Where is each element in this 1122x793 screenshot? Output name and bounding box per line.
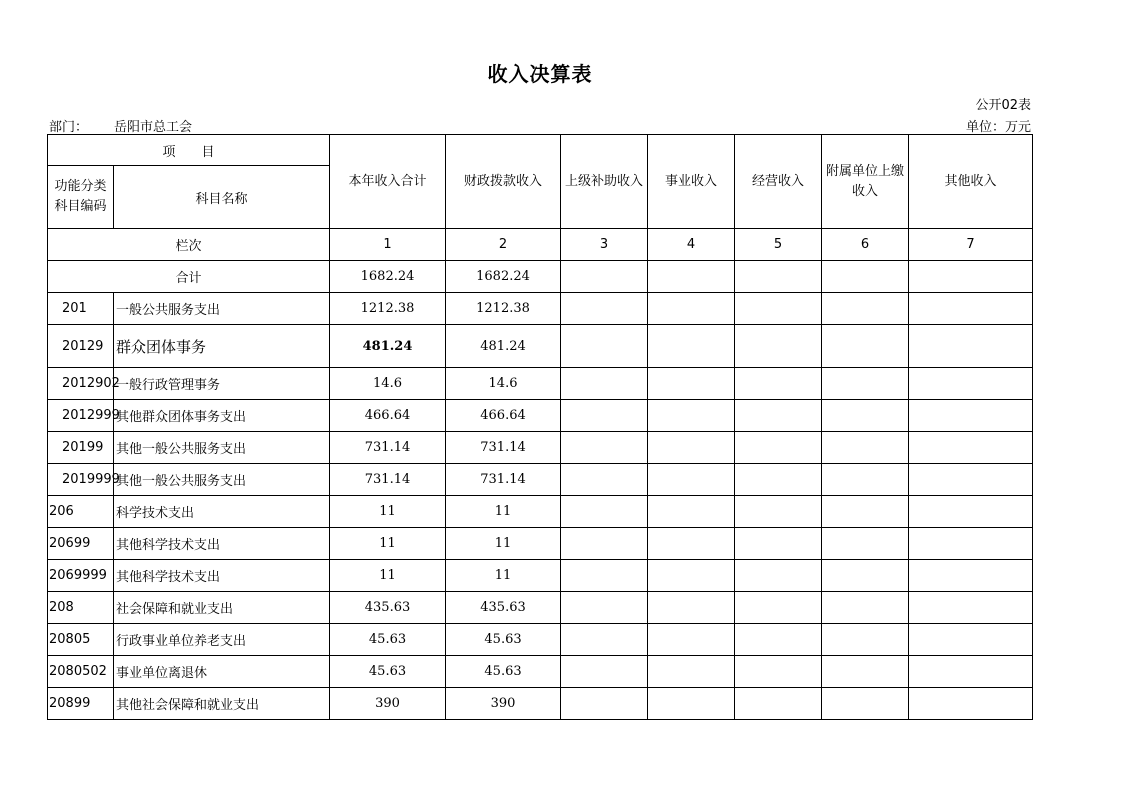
table-row bbox=[48, 656, 1033, 688]
index-cell: 6 bbox=[822, 229, 909, 261]
row-value: 435.63 bbox=[330, 592, 446, 624]
row-value bbox=[735, 528, 822, 560]
row-value bbox=[909, 432, 1033, 464]
row-value bbox=[561, 656, 648, 688]
row-value bbox=[648, 293, 735, 325]
row-value bbox=[561, 528, 648, 560]
code-col-header: 功能分类科目编码 bbox=[48, 166, 114, 229]
index-cell: 5 bbox=[735, 229, 822, 261]
row-value bbox=[648, 464, 735, 496]
row-value bbox=[735, 688, 822, 720]
row-name: 科学技术支出 bbox=[114, 496, 330, 528]
row-value bbox=[735, 325, 822, 368]
row-value bbox=[735, 496, 822, 528]
row-code: 206 bbox=[48, 496, 114, 528]
row-value bbox=[561, 293, 648, 325]
index-row-label: 栏次 bbox=[48, 229, 330, 261]
col-header-3: 上级补助收入 bbox=[561, 135, 648, 229]
table-row bbox=[48, 400, 1033, 432]
col-header-1: 本年收入合计 bbox=[330, 135, 446, 229]
row-value bbox=[909, 368, 1033, 400]
table-row bbox=[48, 464, 1033, 496]
row-value bbox=[822, 464, 909, 496]
index-cell: 3 bbox=[561, 229, 648, 261]
row-name: 群众团体事务 bbox=[114, 325, 330, 368]
row-code: 201 bbox=[48, 293, 114, 325]
row-value bbox=[909, 325, 1033, 368]
row-name: 行政事业单位养老支出 bbox=[114, 624, 330, 656]
row-value: 481.24 bbox=[446, 325, 561, 368]
row-code: 208 bbox=[48, 592, 114, 624]
row-value bbox=[822, 325, 909, 368]
row-value: 45.63 bbox=[330, 656, 446, 688]
row-code: 20899 bbox=[48, 688, 114, 720]
row-value: 390 bbox=[446, 688, 561, 720]
row-value: 390 bbox=[330, 688, 446, 720]
unit-label: 单位：万元 bbox=[965, 120, 1031, 135]
row-value bbox=[735, 560, 822, 592]
row-value bbox=[909, 560, 1033, 592]
table-row bbox=[48, 592, 1033, 624]
row-value bbox=[648, 624, 735, 656]
row-value: 481.24 bbox=[330, 325, 446, 368]
row-value bbox=[648, 368, 735, 400]
total-value bbox=[822, 261, 909, 293]
total-value bbox=[909, 261, 1033, 293]
total-value bbox=[561, 261, 648, 293]
row-value bbox=[561, 496, 648, 528]
row-value bbox=[648, 400, 735, 432]
row-value bbox=[648, 528, 735, 560]
row-value bbox=[561, 560, 648, 592]
row-value bbox=[648, 325, 735, 368]
row-value bbox=[561, 624, 648, 656]
row-value bbox=[648, 496, 735, 528]
table-row bbox=[48, 368, 1033, 400]
row-value bbox=[735, 432, 822, 464]
row-value bbox=[909, 464, 1033, 496]
row-value: 45.63 bbox=[446, 656, 561, 688]
row-value: 731.14 bbox=[330, 464, 446, 496]
total-value bbox=[648, 261, 735, 293]
row-name: 其他社会保障和就业支出 bbox=[114, 688, 330, 720]
row-value bbox=[735, 624, 822, 656]
row-code: 2080502 bbox=[48, 656, 114, 688]
row-code: 20699 bbox=[48, 528, 114, 560]
department-info bbox=[49, 116, 192, 135]
index-cell: 2 bbox=[446, 229, 561, 261]
row-value: 1212.38 bbox=[330, 293, 446, 325]
row-value bbox=[735, 400, 822, 432]
row-name: 其他一般公共服务支出 bbox=[114, 464, 330, 496]
row-name: 其他群众团体事务支出 bbox=[114, 400, 330, 432]
row-value bbox=[822, 656, 909, 688]
row-value: 466.64 bbox=[330, 400, 446, 432]
row-value bbox=[735, 368, 822, 400]
row-value bbox=[909, 293, 1033, 325]
table-row bbox=[48, 496, 1033, 528]
row-value bbox=[822, 560, 909, 592]
total-row-label: 合计 bbox=[48, 261, 330, 293]
row-name: 其他一般公共服务支出 bbox=[114, 432, 330, 464]
row-value bbox=[822, 293, 909, 325]
row-value bbox=[909, 400, 1033, 432]
table-row bbox=[48, 293, 1033, 325]
col-header-4: 事业收入 bbox=[648, 135, 735, 229]
row-name: 社会保障和就业支出 bbox=[114, 592, 330, 624]
index-cell: 7 bbox=[909, 229, 1033, 261]
row-value bbox=[735, 464, 822, 496]
table-row bbox=[48, 688, 1033, 720]
row-value: 14.6 bbox=[330, 368, 446, 400]
row-code: 2012902 bbox=[48, 368, 114, 400]
row-value: 45.63 bbox=[446, 624, 561, 656]
row-code: 20805 bbox=[48, 624, 114, 656]
row-value bbox=[909, 496, 1033, 528]
row-value: 11 bbox=[446, 560, 561, 592]
row-value bbox=[909, 528, 1033, 560]
row-value: 435.63 bbox=[446, 592, 561, 624]
row-code: 2069999 bbox=[48, 560, 114, 592]
row-value bbox=[648, 688, 735, 720]
row-value bbox=[909, 592, 1033, 624]
row-name: 其他科学技术支出 bbox=[114, 560, 330, 592]
income-table bbox=[47, 134, 1033, 720]
row-value: 11 bbox=[330, 560, 446, 592]
row-value bbox=[822, 496, 909, 528]
row-code: 20199 bbox=[48, 432, 114, 464]
row-value: 14.6 bbox=[446, 368, 561, 400]
row-name: 其他科学技术支出 bbox=[114, 528, 330, 560]
row-name: 一般公共服务支出 bbox=[114, 293, 330, 325]
row-value bbox=[822, 592, 909, 624]
table-row bbox=[48, 560, 1033, 592]
row-code: 20129 bbox=[48, 325, 114, 368]
row-value: 466.64 bbox=[446, 400, 561, 432]
row-value bbox=[561, 325, 648, 368]
row-value: 11 bbox=[330, 528, 446, 560]
row-value bbox=[648, 560, 735, 592]
row-value bbox=[822, 368, 909, 400]
header-row-1 bbox=[48, 135, 1033, 166]
total-value bbox=[735, 261, 822, 293]
col-header-6: 附属单位上缴收入 bbox=[822, 135, 909, 229]
row-value bbox=[909, 688, 1033, 720]
row-value bbox=[822, 688, 909, 720]
row-value: 45.63 bbox=[330, 624, 446, 656]
row-value: 11 bbox=[446, 528, 561, 560]
row-value bbox=[561, 592, 648, 624]
row-value bbox=[648, 592, 735, 624]
row-value: 731.14 bbox=[446, 432, 561, 464]
row-name: 一般行政管理事务 bbox=[114, 368, 330, 400]
row-value: 1212.38 bbox=[446, 293, 561, 325]
row-value bbox=[561, 368, 648, 400]
total-row bbox=[48, 261, 1033, 293]
col-header-7: 其他收入 bbox=[909, 135, 1033, 229]
row-value bbox=[648, 432, 735, 464]
total-value: 1682.24 bbox=[330, 261, 446, 293]
row-value bbox=[909, 624, 1033, 656]
row-value: 731.14 bbox=[446, 464, 561, 496]
row-value bbox=[735, 293, 822, 325]
row-value bbox=[735, 656, 822, 688]
row-value bbox=[822, 432, 909, 464]
form-number: 公开02表 bbox=[975, 98, 1031, 113]
table-row bbox=[48, 624, 1033, 656]
row-value bbox=[561, 400, 648, 432]
row-value bbox=[822, 624, 909, 656]
row-code: 2019999 bbox=[48, 464, 114, 496]
page-title: 收入决算表 bbox=[487, 62, 593, 86]
row-value bbox=[561, 464, 648, 496]
row-value bbox=[648, 656, 735, 688]
row-value bbox=[735, 592, 822, 624]
total-value: 1682.24 bbox=[446, 261, 561, 293]
item-group-header: 项 目 bbox=[48, 135, 330, 166]
row-value bbox=[909, 656, 1033, 688]
row-value bbox=[822, 528, 909, 560]
row-value: 11 bbox=[446, 496, 561, 528]
name-col-header: 科目名称 bbox=[114, 166, 330, 229]
col-header-5: 经营收入 bbox=[735, 135, 822, 229]
col-header-2: 财政拨款收入 bbox=[446, 135, 561, 229]
index-cell: 1 bbox=[330, 229, 446, 261]
table-row bbox=[48, 325, 1033, 368]
department-value: 岳阳市总工会 bbox=[114, 120, 193, 135]
index-row bbox=[48, 229, 1033, 261]
row-value: 731.14 bbox=[330, 432, 446, 464]
row-code: 2012999 bbox=[48, 400, 114, 432]
row-value bbox=[561, 688, 648, 720]
row-value bbox=[561, 432, 648, 464]
department-label: 部门： bbox=[49, 120, 89, 135]
row-value bbox=[822, 400, 909, 432]
index-cell: 4 bbox=[648, 229, 735, 261]
table-row bbox=[48, 432, 1033, 464]
table-row bbox=[48, 528, 1033, 560]
row-value: 11 bbox=[330, 496, 446, 528]
row-name: 事业单位离退休 bbox=[114, 656, 330, 688]
